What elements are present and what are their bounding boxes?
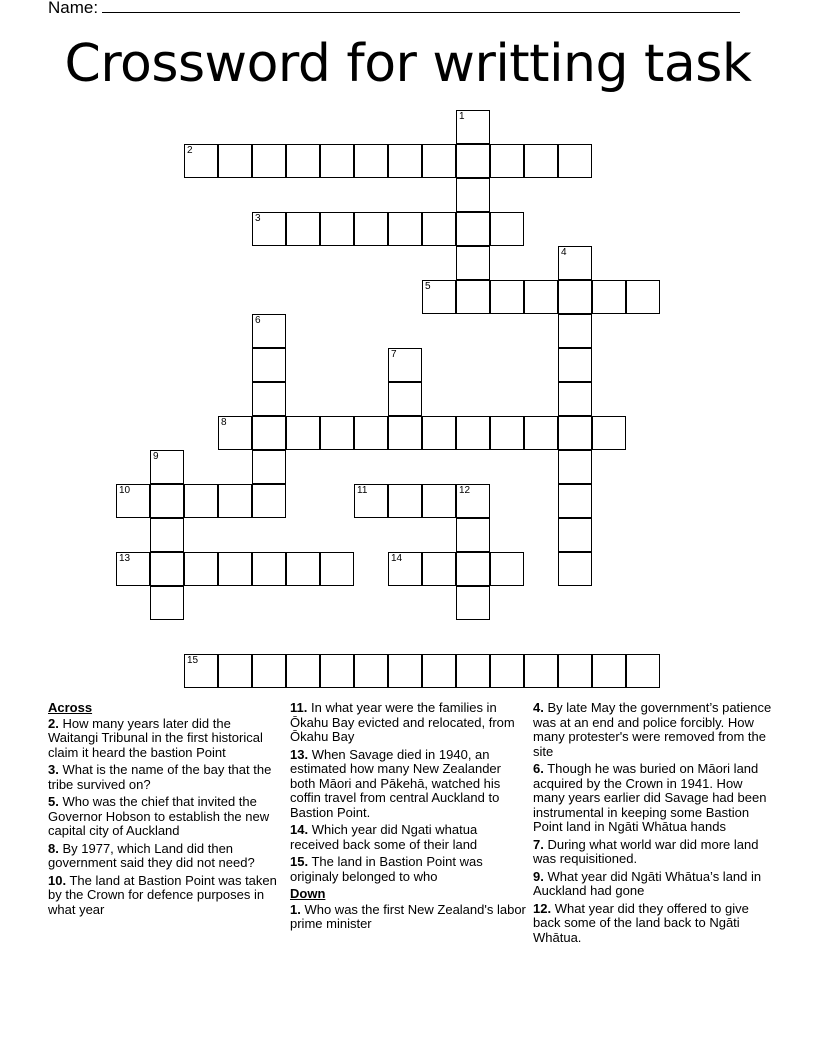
grid-cell[interactable] — [184, 144, 218, 178]
grid-cell[interactable] — [490, 654, 524, 688]
grid-cell[interactable] — [456, 280, 490, 314]
grid-cell[interactable] — [184, 484, 218, 518]
grid-cell[interactable] — [252, 382, 286, 416]
grid-cell[interactable] — [456, 518, 490, 552]
grid-cell[interactable] — [558, 552, 592, 586]
clue-down-6: 6. Though he was buried on Māori land acquired by the Crown in 1941. How many years earlier did Savage had been instrumental in keeping some Bastion Point land in Ngāti Whātua hands — [533, 761, 767, 834]
grid-cell[interactable] — [252, 484, 286, 518]
grid-cell[interactable] — [184, 552, 218, 586]
clue-down-12: 12. What year did they offered to give back some of the land back to Ngāti Whātua. — [533, 900, 749, 945]
grid-cell[interactable] — [252, 654, 286, 688]
grid-cell[interactable] — [218, 654, 252, 688]
clue-down-9: 9. What year did Ngāti Whātua’s land in Auckland had gone — [533, 868, 762, 898]
grid-cell[interactable] — [388, 212, 422, 246]
clue-across-11: 11. In what year were the families in Ōkahu Bay evicted and relocated, from Ōkahu Bay — [290, 700, 515, 744]
grid-cell[interactable] — [592, 416, 626, 450]
name-label: Name: — [48, 0, 99, 17]
clue-across-13: 13. When Savage died in 1940, an estimated how many New Zealander both Māori and Pākehā, watched his coffin travel from central Auckland to Bastion Point. — [290, 746, 501, 820]
clue-across-8: 8. By 1977, which Land did then government said they did not need? — [48, 840, 255, 870]
grid-cell[interactable] — [558, 450, 592, 484]
grid-cell[interactable] — [116, 552, 150, 586]
grid-cell[interactable] — [558, 518, 592, 552]
grid-cell[interactable] — [388, 654, 422, 688]
grid-cell[interactable] — [592, 654, 626, 688]
grid-cell[interactable] — [150, 586, 184, 620]
grid-cell[interactable] — [286, 552, 320, 586]
grid-cell[interactable] — [422, 484, 456, 518]
grid-cell[interactable] — [558, 144, 592, 178]
across-heading: Across — [48, 700, 93, 715]
grid-cell[interactable] — [184, 654, 218, 688]
grid-cell[interactable] — [456, 552, 490, 586]
clue-number: 12 — [459, 485, 471, 496]
clue-across-3: 3. What is the name of the bay that the tribe survived on? — [48, 762, 272, 792]
grid-cell[interactable] — [456, 178, 490, 212]
grid-cell[interactable] — [252, 314, 286, 348]
clue-number: 8 — [221, 417, 227, 428]
grid-cell[interactable] — [456, 654, 490, 688]
clue-down-4: 4. By late May the government’s patience was at an end and police forcibly. How many protester's were removed from the site — [533, 700, 772, 759]
grid-cell[interactable] — [422, 552, 456, 586]
clue-number: 6 — [255, 315, 261, 326]
clue-column-2 — [290, 701, 526, 935]
grid-cell[interactable] — [490, 144, 524, 178]
grid-cell[interactable] — [320, 552, 354, 586]
grid-cell[interactable] — [592, 280, 626, 314]
clue-across-2: 2. How many years later did the Waitangi Tribunal in the first historical claim it heard the bastion Point — [48, 715, 263, 760]
grid-cell[interactable] — [626, 280, 660, 314]
grid-cell[interactable] — [456, 416, 490, 450]
clue-number: 7 — [391, 349, 397, 360]
grid-cell[interactable] — [558, 654, 592, 688]
grid-cell[interactable] — [456, 484, 490, 518]
grid-cell[interactable] — [286, 144, 320, 178]
grid-cell[interactable] — [456, 110, 490, 144]
clue-number: 9 — [153, 451, 159, 462]
grid-cell[interactable] — [388, 416, 422, 450]
clue-number: 10 — [119, 485, 131, 496]
grid-cell[interactable] — [422, 144, 456, 178]
grid-cell[interactable] — [252, 212, 286, 246]
grid-cell[interactable] — [558, 280, 592, 314]
grid-cell[interactable] — [490, 280, 524, 314]
grid-cell[interactable] — [558, 314, 592, 348]
grid-cell[interactable] — [354, 654, 388, 688]
grid-cell[interactable] — [524, 416, 558, 450]
clue-column-3 — [533, 701, 773, 948]
clue-across-14: 14. Which year did Ngati whatua received back some of their land — [290, 822, 478, 852]
grid-cell[interactable] — [490, 212, 524, 246]
clue-across-5: 5. Who was the chief that invited the Governor Hobson to establish the new capital city of Auckland — [48, 794, 270, 838]
grid-cell[interactable] — [252, 348, 286, 382]
grid-cell[interactable] — [422, 280, 456, 314]
grid-cell[interactable] — [218, 144, 252, 178]
clue-number: 11 — [357, 485, 368, 496]
clue-number: 2 — [187, 145, 193, 156]
grid-cell[interactable] — [150, 518, 184, 552]
grid-cell[interactable] — [252, 552, 286, 586]
grid-cell[interactable] — [422, 416, 456, 450]
grid-cell[interactable] — [252, 144, 286, 178]
clue-column-1 — [48, 701, 282, 920]
grid-cell[interactable] — [422, 212, 456, 246]
grid-cell[interactable] — [422, 654, 456, 688]
clue-number: 5 — [425, 281, 431, 292]
grid-cell[interactable] — [524, 144, 558, 178]
grid-cell[interactable] — [558, 382, 592, 416]
grid-cell[interactable] — [558, 246, 592, 280]
grid-cell[interactable] — [456, 246, 490, 280]
grid-cell[interactable] — [626, 654, 660, 688]
grid-cell[interactable] — [150, 484, 184, 518]
grid-cell[interactable] — [524, 280, 558, 314]
grid-cell[interactable] — [150, 450, 184, 484]
grid-cell[interactable] — [354, 212, 388, 246]
grid-cell[interactable] — [320, 212, 354, 246]
grid-cell[interactable] — [218, 552, 252, 586]
clue-down-1: 1. Who was the first New Zealand's labor prime minister — [290, 901, 526, 931]
grid-cell[interactable] — [320, 416, 354, 450]
grid-cell[interactable] — [490, 416, 524, 450]
clue-number: 4 — [561, 247, 567, 258]
clue-number: 13 — [119, 553, 131, 564]
clue-number: 3 — [255, 213, 261, 224]
grid-cell[interactable] — [286, 212, 320, 246]
grid-cell[interactable] — [252, 450, 286, 484]
grid-cell[interactable] — [388, 348, 422, 382]
grid-cell[interactable] — [354, 416, 388, 450]
grid-cell[interactable] — [218, 416, 252, 450]
grid-cell[interactable] — [524, 654, 558, 688]
grid-cell[interactable] — [286, 416, 320, 450]
clue-number: 14 — [391, 553, 403, 564]
grid-cell[interactable] — [456, 586, 490, 620]
down-heading: Down — [290, 886, 326, 901]
grid-cell[interactable] — [490, 552, 524, 586]
grid-cell[interactable] — [456, 144, 490, 178]
grid-cell[interactable] — [388, 484, 422, 518]
grid-cell[interactable] — [150, 552, 184, 586]
grid-cell[interactable] — [388, 144, 422, 178]
grid-cell[interactable] — [558, 416, 592, 450]
grid-cell[interactable] — [320, 654, 354, 688]
grid-cell[interactable] — [286, 654, 320, 688]
grid-cell[interactable] — [388, 552, 422, 586]
grid-cell[interactable] — [116, 484, 150, 518]
grid-cell[interactable] — [456, 212, 490, 246]
grid-cell[interactable] — [558, 348, 592, 382]
grid-cell[interactable] — [320, 144, 354, 178]
clue-down-7: 7. During what world war did more land was requisitioned. — [533, 836, 759, 866]
grid-cell[interactable] — [354, 144, 388, 178]
grid-cell[interactable] — [388, 382, 422, 416]
grid-cell[interactable] — [354, 484, 388, 518]
page-title: Crossword for writting task — [64, 34, 752, 94]
clue-across-10: 10. The land at Bastion Point was taken by the Crown for defence purposes in what year — [48, 872, 277, 917]
clue-across-15: 15. The land in Bastion Point was originaly belonged to who — [290, 854, 483, 884]
clue-number: 1 — [459, 111, 465, 122]
grid-cell[interactable] — [558, 484, 592, 518]
grid-cell[interactable] — [218, 484, 252, 518]
clue-number: 15 — [187, 655, 199, 666]
grid-cell[interactable] — [252, 416, 286, 450]
